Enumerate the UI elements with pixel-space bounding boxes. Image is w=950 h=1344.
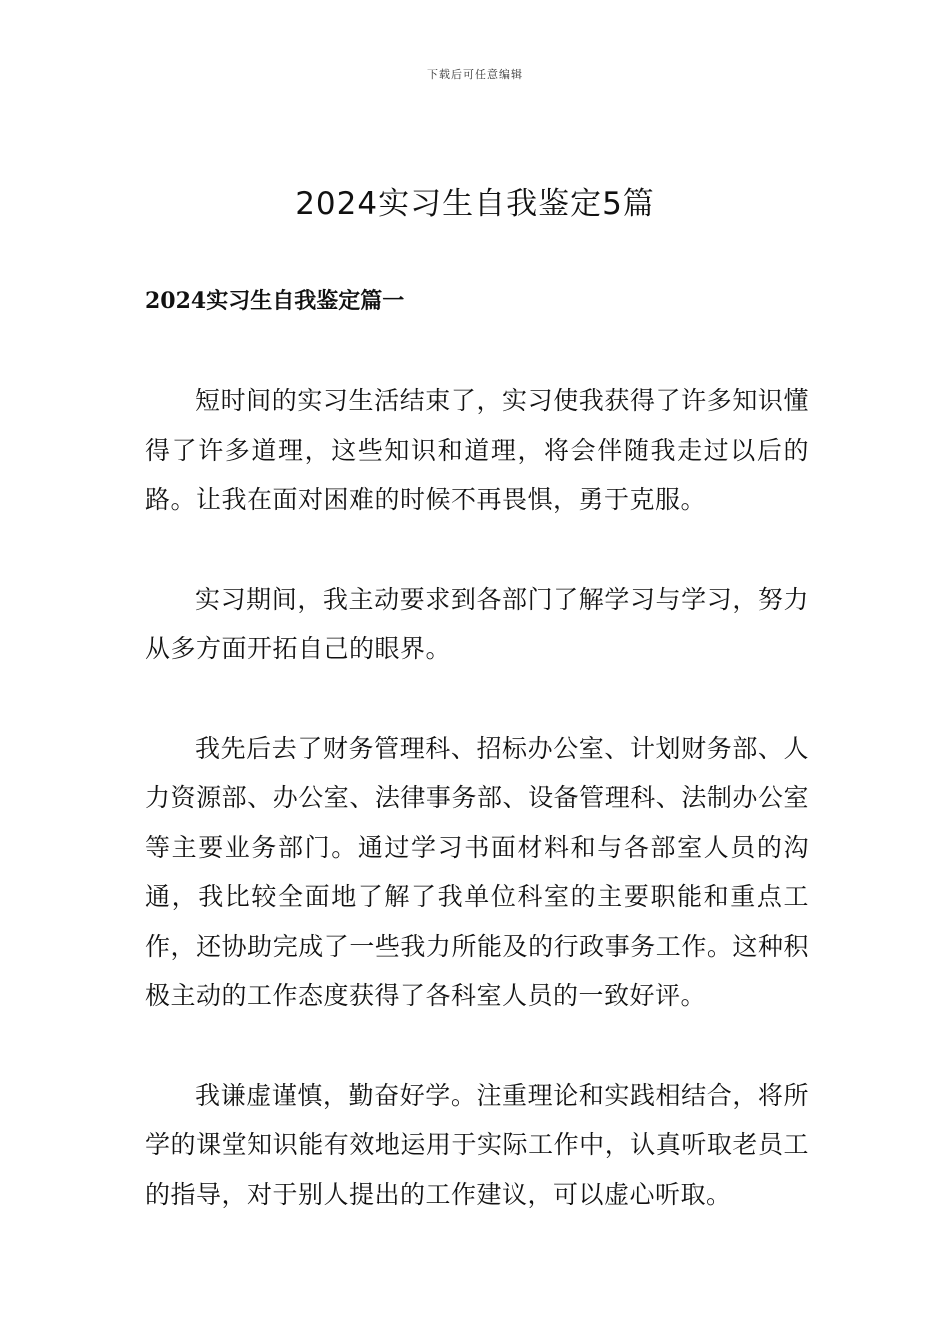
section-heading: 2024实习生自我鉴定篇一 <box>145 288 405 314</box>
paragraph: 实习期间，我主动要求到各部门了解学习与学习，努力从多方面开拓自己的眼界。 <box>145 584 809 663</box>
document-title: 2024实习生自我鉴定5篇 <box>295 186 655 222</box>
paragraph: 短时间的实习生活结束了，实习使我获得了许多知识懂得了许多道理，这些知识和道理，将会伴随我走过以后的路。让我在面对困难的时候不再畏惧，勇于克服。 <box>145 386 809 514</box>
paragraph: 我谦虚谨慎，勤奋好学。注重理论和实践相结合，将所学的课堂知识能有效地运用于实际工作中，认真听取老员工的指导，对于别人提出的工作建议，可以虚心听取。 <box>145 1080 809 1209</box>
header-note: 下载后可任意编辑 <box>427 68 523 81</box>
paragraph: 我先后去了财务管理科、招标办公室、计划财务部、人力资源部、办公室、法律事务部、设备管理科、法制办公室等主要业务部门。通过学习书面材料和与各部室人员的沟通，我比较全面地了解了我单位科室的主要职能和重点工作，还协助完成了一些我力所能及的行政事务工作。这种积极主动的工作态度获得了各科室人员的一致好评。 <box>145 733 809 1010</box>
document-body <box>145 376 809 1269</box>
